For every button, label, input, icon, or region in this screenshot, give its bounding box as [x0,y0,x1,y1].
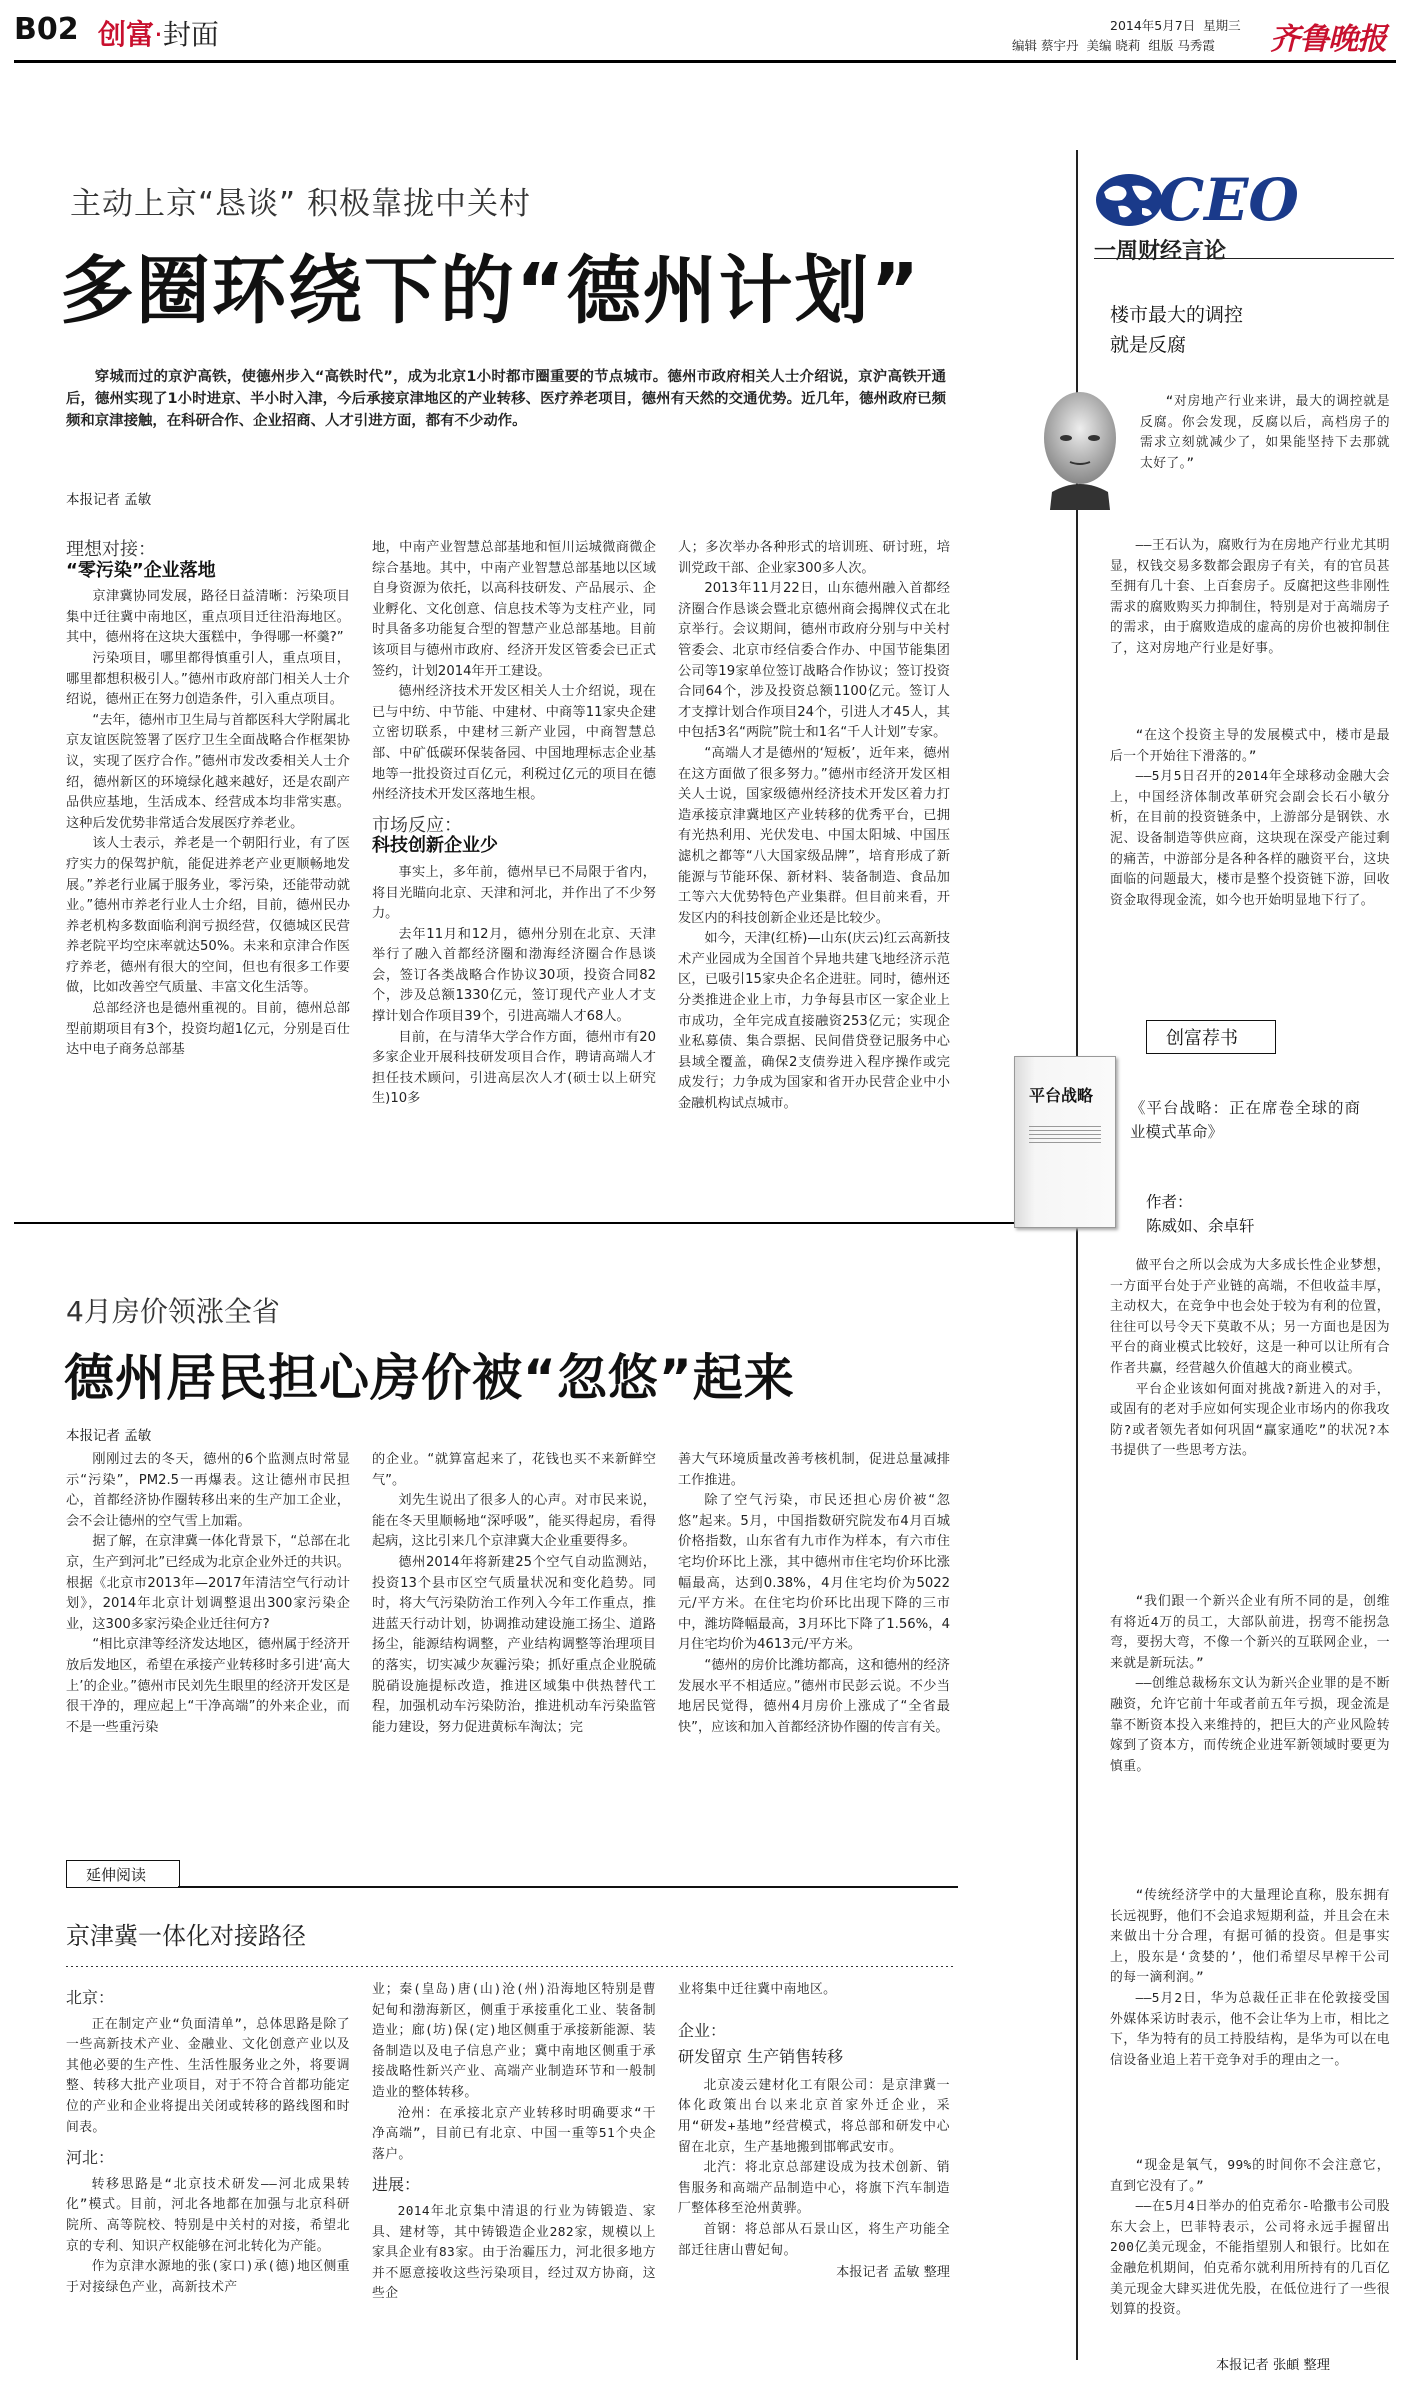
quote-text: “传统经济学中的大量理论直称，股东拥有长远视野，他们不会追求短期利益，并且会在未来做出十分合理，有据可循的投资。但是事实上，股东是‘贪婪的’，他们希望尽早榨干公司的每一滴利润。” [1110,1888,1390,1986]
ceo-logo-box [1094,166,1314,234]
section-name [98,13,219,53]
lead-text: 穿城而过的京沪高铁，使德州步入“高铁时代”，成为北京1小时都市圈重要的节点城市。德州市政府相关人士介绍说，京沪高铁开通后，德州实现了1小时进京、半小时入津，今后承接京津地区的产业转移、医疗养老项目，德州有天然的交通优势。近几年，德州政府已频频和京津接触，在科研合作、企业招商、人才引进方面，都有不少动作。 [66,369,946,429]
paragraph: 做平台之所以会成为大多成长性企业梦想，一方面平台处于产业链的高端，不但收益丰厚，主动权大，在竞争中也会处于较为有利的位置，往往可以号令天下莫敢不从；另一方面也是因为平台的商业模式比较好，这是一种可以让所有合作者共赢，经营越久价值越大的商业模式。 [1110,1258,1390,1376]
sub1-b: “零污染”企业落地 [66,559,216,581]
sub2-a: 市场反应： [372,814,462,836]
attribution-text: ——创维总裁杨东文认为新兴企业罪的是不断融资，允许它前十年或者前五年亏损，现金流是靠不断资本投入来维持的，把巨大的产业风险转嫁到了资本方，而传统企业进军新领域时要更为慎重。 [1110,1676,1390,1774]
paragraph: 如今，天津(红桥)—山东(庆云)红云高新技术产业园成为全国首个异地共建飞地经济示范区，已吸引15家央企名企进驻。同时，德州还分类推进企业上市，力争每县市区一家企业上市成功，全年完成直接融资253亿元；实现企业私募债、集合票据、民间借贷登记服务中心县域全覆盖，确保2支债券进入程序操作或完成发行；力争成为国家和省开办民营企业中小金融机构试点城市。 [678,931,950,1112]
story1-kicker: 主动上京“恳谈” 积极靠拢中关村 [70,186,531,222]
section-c: 封面 [162,18,219,51]
paragraph: 2013年11月22日，山东德州融入首都经济圈合作恳谈会暨北京德州商会揭牌仪式在北京举行。会议期间，德州市政府分别与中关村管委会、北京市经信委合作办、中国节能集团公司等19家单位签订战略合作协议；签订投资合同64个，涉及投资总额1100亿元。签订人才支撑计划合作项目24个，引进人才45人，其中包括3名“两院”院士和1名“千人计划”专家。 [678,581,950,741]
book-cover-title: 平台战略 [1029,1086,1094,1105]
story1-byline: 本报记者 孟敏 [66,492,152,508]
paragraph: 总部经济也是德州重视的。目前，德州总部型前期项目有3个，投资均超1亿元，分别是百仕达中电子商务总部基 [66,1001,350,1058]
paragraph: 德州2014年将新建25个空气自动监测站，投资13个县市区空气质量状况和变化趋势。同时，将大气污染防治工作列入今年工作重点，推进蓝天行动计划，协调推动建设施工扬尘、道路扬尘，能源结构调整，产业结构调整等治理项目的落实，切实减少灰霾污染；抓好重点企业脱硫脱硝设施提标改造，推进区域集中供热替代工程，加强机动车污染防治，推进机动车污染监管能力建设，努力促进黄标车淘汰；完 [372,1554,656,1735]
paragraph: 污染项目，哪里都得慎重引人，重点项目，哪里都想积极引人。”德州市政府部门相关人士介绍说，德州正在努力创造条件，引入重点项目。 [66,650,350,708]
paragraph: 平台企业该如何面对挑战?新进入的对手，或固有的老对手应如何实现企业市场内的你我攻防?或者领先者如何巩固“赢家通吃”的状况?本书提供了一些思考方法。 [1110,1381,1390,1459]
paragraph: “去年，德州市卫生局与首都医科大学附属北京友谊医院签署了医疗卫生全面战略合作框架协议，实现了医疗合作。”德州市发改委相关人士介绍，德州新区的环境绿化越来越好，还是农副产品供应基地，生活成本、经营成本均非常实惠。这种后发优势非常适合发展医疗养老业。 [66,712,350,831]
paragraph: 首钢：将总部从石景山区，将生产功能全部迁往唐山曹妃甸。 [678,2221,950,2258]
ceo-block3 [1110,1592,1390,1777]
story2-col3 [678,1450,950,1738]
paragraph: 去年11月和12月，德州分别在北京、天津举行了融入首都经济圈和渤海经济圈合作恳谈会，签订各类战略合作协议30项，投资合同82个，涉及总额1330亿元，签订现代产业人才支撑计划合作项目39个，引进高端人才68人。 [372,926,656,1025]
quote-text: “我们跟一个新兴企业有所不同的是，创维有将近4万的员工，大部队前进，拐弯不能拐急弯，要拐大弯，不像一个新兴的互联网企业，一来就是新玩法。” [1110,1594,1390,1671]
ext-col2 [372,1980,656,2305]
paragraph: 业；秦(皇岛)唐(山)沧(州)沿海地区特别是曹妃甸和渤海新区，侧重于承接重化工业、装备制造业；廊(坊)保(定)地区侧重于承接新能源、装备制造以及电子信息产业；冀中南地区侧重于承接战略性新兴产业、高端产业制造环节和一般制造业的整体转移。 [372,1982,656,2100]
enterprise-label: 企业： [678,2020,727,2040]
ext-col3 [678,1980,950,2284]
paragraph: 德州经济技术开发区相关人士介绍说，现在已与中纺、中节能、中建材、中商等11家央企建立密切联系，中建材三新产业园，中商智慧总部、中矿低碳环保装备园、中国地理标志企业基地等一批投资过百亿元，利税过亿元的项目在德州经济技术开发区落地生根。 [372,684,656,803]
author-label: 作者： [1146,1193,1193,1211]
paragraph: 沧州：在承接北京产业转移时明确要求“干净高端”，目前已有北京、中国一重等51个央企落户。 [372,2105,656,2162]
book-title: 《平台战略：正在席卷全球的商业模式革命》 [1130,1099,1360,1141]
proof-credit: 组版 马秀霞 [1148,38,1215,53]
section-dot: · [154,18,163,51]
story1-col3 [678,538,950,1115]
masthead [0,0,1409,62]
book-cover [1014,1056,1116,1228]
section-a: 创富 [98,18,155,51]
attribution-text: ——5月2日，华为总裁任正非在伦敦接受国外媒体采访时表示，他不会让华为上市，相比之下，华为特有的员工持股结构，是华为可以在电信设备业追上若干竞争对手的理由之一。 [1110,1990,1390,2068]
paragraph: 地，中南产业智慧总部基地和恒川运城微商微企综合基地。其中，中南产业智慧总部基地以区域自身资源为依托，以高科技研发、产品展示、企业孵化、文化创意、信息技术等为支柱产业，同时具备多功能复合型的智慧产业总部基地。目前该项目与德州市政府、经济开发区管委会已正式签约，计划2014年开工建设。 [372,540,656,679]
quote-text: “现金是氧气，99%的时间你不会注意它，直到它没有了。” [1110,2158,1390,2194]
story2-col1 [66,1450,350,1738]
paragraph: 刘先生说出了很多人的心声。对市民来说，能在冬天里顺畅地“深呼吸”，能买得起房，看得起病，这比引来几个京津冀大企业重要得多。 [372,1493,656,1550]
ceo-block2 [1110,726,1390,911]
ceo-block4 [1110,1886,1390,2071]
ceo-block1b [1110,536,1390,660]
page-number: B02 [14,12,79,47]
paragraph: 北汽：将北京总部建设成为技术创新、销售服务和高端产品制造中心，将旗下汽车制造厂整体移至沧州黄骅。 [678,2160,950,2217]
book-review [1110,1256,1390,1462]
ceo-editor: 本报记者 张頔 整理 [1216,2358,1330,2373]
paragraph: 人；多次举办各种形式的培训班、研讨班，培训党政干部、企业家300多人次。 [678,540,950,576]
paragraph: “高端人才是德州的‘短板’，近年来，德州在这方面做了很多努力。”德州市经济开发区相关人士说，国家级德州经济技术开发区着力打造承接京津冀地区产业转移的优秀平台，已拥有光热利用、光伏发电、中国太阳城、中国压滤机之都等“八大国家级品牌”，培育形成了新能源与节能环保、新材料、装备制造、食品加工等六大优势特色产业集群。但目前来看，开发区内的科技创新企业还是比较少。 [678,745,950,926]
book-tag: 创富荐书 [1166,1028,1238,1049]
paragraph: 该人士表示，养老是一个朝阳行业，有了医疗实力的保驾护航，能促进养老产业更顺畅地发展。”养老行业属于服务业，零污染，还能带动就业。”德州市养老行业人士介绍，目前，德州民办养老机构多数面临利润亏损经营，仅德城区民营养老院平均空床率就达50%。未来和京津合作医疗养老，德州有很大的空间，但也有很多工作要做，比如改善空气质量、丰富文化生活等。 [66,836,350,996]
attribution-text: ——5月5日召开的2014年全球移动金融大会上，中国经济体制改革研究会副会长石小敏分析，在目前的投资链条中，上游部分是钢铁、水泥、设备制造等供应商，这块现在深受产能过剩的痛苦，中游部分是各种各样的融资平台，这块面临的问题最大，楼市是整个投资链下游，回收资金取得现金流，如今也开始明显地下行了。 [1110,769,1390,908]
ceo-block5 [1110,2156,1390,2321]
progress-label: 进展： [372,2175,421,2195]
paragraph: 北京凌云建材化工有限公司：是京津冀一体化政策出台以来北京首家外迁企业，采用“研发+基地”经营模式，将总部和研发中心留在北京，生产基地搬到邯郸武安市。 [678,2077,950,2155]
paragraph: 据了解，在京津冀一体化背景下，“总部在北京，生产到河北”已经成为北京企业外迁的共识。根据《北京市2013年—2017年清洁空气行动计划》，2014年北京计划调整退出300家污染企业，这300多家污染企业迁往何方? [66,1534,350,1632]
paragraph: “德州的房价比潍坊都高，这和德州的经济发展水平不相适应。”德州市民彭云说。不少当地居民觉得，德州4月房价上涨成了“全省最快”，应该和加入首都经济协作圈的传言有关。 [678,1657,950,1735]
ext-editor: 本报记者 孟敏 整理 [836,2265,950,2281]
paragraph: 刚刚过去的冬天，德州的6个监测点时常显示“污染”，PM2.5一再爆表。这让德州市民担心，首都经济协作圈转移出来的生产加工企业，会不会让德州的空气雪上加霜。 [66,1452,350,1529]
portrait-photo [1030,380,1130,510]
story2-byline: 本报记者 孟敏 [66,1428,152,1444]
ext-title: 京津冀一体化对接路径 [66,1922,306,1950]
story1-col2 [372,538,656,1110]
quote-text: “对房地产行业来讲，最大的调控就是反腐。你会发现，反腐以后，高档房子的需求立刻就减少了，如果能坚持下去那就太好了。” [1140,394,1390,471]
issue-date [1110,16,1241,34]
ceo-logo: CEO [1158,166,1299,234]
paragraph: “相比京津等经济发达地区，德州属于经济开放后发地区，希望在承接产业转移时多引进‘高大上’的企业。”德州市民刘先生眼里的经济开发区是很干净的，理应起上“干净高端”的外来企业，而不是一些重污染 [66,1637,350,1735]
paragraph: 作为京津水源地的张(家口)承(德)地区侧重于对接绿色产业，高新技术产 [66,2259,350,2295]
hebei-label: 河北： [66,2148,115,2168]
sub2-b: 科技创新企业少 [372,835,498,857]
quote-text: “在这个投资主导的发展模式中，楼市是最后一个开始往下滑落的。” [1110,728,1390,764]
paragraph: 善大气环境质量改善考核机制，促进总量减排工作推进。 [678,1452,950,1488]
story1-headline: 多圈环绕下的“德州计划” [60,248,922,334]
paragraph: 除了空气污染，市民还担心房价被“忽悠”起来。5月，中国指数研究院发布4月百城价格指数，山东省有九市作为样本，有六市住宅均价环比上涨，其中德州市住宅均价环比涨幅最高，达到0.38%，4月住宅均价为5022元/平方米。在住宅均价环比出现下降的三市中，潍坊降幅最高，3月环比下降了1.56%，4月住宅均价为4613元/平方米。 [678,1493,950,1653]
story2-col2 [372,1450,656,1738]
ceo-title1: 楼市最大的调控 [1110,304,1244,326]
story2-headline: 德州居民担心房价被“忽悠”起来 [64,1349,795,1407]
credits [1012,36,1215,54]
ext-tag-line [178,1886,958,1888]
ceo-tag: 一周财经言论 [1094,239,1227,264]
paragraph: 的企业。“就算富起来了，花钱也买不来新鲜空气”。 [372,1452,656,1488]
story-divider [14,1222,1066,1224]
sub1-a: 理想对接： [66,539,156,560]
paragraph: 京津冀协同发展，路径日益清晰：污染项目集中迁往冀中南地区，重点项目迁往沿海地区。其中，德州将在这块大蛋糕中，争得哪一杯羹?” [66,589,350,646]
attribution-text: ——王石认为，腐败行为在房地产行业尤其明显，权钱交易多数都会跟房子有关，有的官员甚至拥有几十套、上百套房子。反腐把这些非刚性需求的腐败购买力抑制住，特别是对于高端房子的需求，由于腐败造成的虚高的房价也被抑制住了，这对房地产行业是好事。 [1110,538,1390,656]
story1-lead [66,366,946,432]
ext-tag: 延伸阅读 [86,1866,147,1884]
paragraph: 正在制定产业“负面清单”，总体思路是除了一些高新技术产业、金融业、文化创意产业以及其他必要的生产性、生活性服务业之外，将要调整、转移大批产业项目，对于不符合首都功能定位的产业和企业将提出关闭或转移的路线图和时间表。 [66,2016,350,2135]
story2-kicker: 4月房价领涨全省 [66,1295,280,1328]
brand-logo: 齐鲁晚报 [1270,22,1386,57]
attribution-text: ——在5月4日举办的伯克希尔-哈撒韦公司股东大会上，巴菲特表示，公司将永远手握留出200亿美元现金，不能指望别人和银行。比如在金融危机期间，伯克希尔就利用所持有的几百亿美元现金大肆买进优先股，在低位进行了一些很划算的投资。 [1110,2199,1390,2318]
paragraph: 2014年北京集中清退的行业为铸锻造、家具、建材等，其中铸锻造企业282家，规模以上家具企业有83家。由于治霾压力，河北很多地方并不愿意接收这些污染项目，经过双方协商，这些企 [372,2203,656,2302]
masthead-rule [14,60,1396,63]
date: 2014年5月7日 [1110,18,1196,33]
paragraph: 事实上，多年前，德州早已不局限于省内，将目光瞄向北京、天津和河北，并作出了不少努力。 [372,864,656,922]
ext-col1 [66,1980,350,2298]
paragraph: 目前，在与清华大学合作方面，德州市有20多家企业开展科技研发项目合作，聘请高端人才担任技术顾问，引进高层次人才(硕士以上研究生)10多 [372,1029,656,1107]
editor-credit: 编辑 蔡宇丹 [1012,38,1079,53]
ceo-title2: 就是反腐 [1110,334,1187,356]
story1-col1 [66,540,350,1061]
enterprise-sub: 研发留京 生产销售转移 [678,2047,844,2067]
weekday: 星期三 [1203,18,1241,33]
ceo-block1 [1140,392,1390,474]
paragraph: 业将集中迁往冀中南地区。 [678,1982,837,1997]
book-name [1130,1096,1360,1144]
book-cover-lines [1029,1126,1101,1146]
globe-icon [1094,172,1164,228]
beijing-label: 北京： [66,1988,115,2007]
ext-dotline [66,1966,956,1967]
paragraph: 转移思路是“北京技术研发——河北成果转化”模式。目前，河北各地都在加强与北京科研院所、高等院校、特别是中关村的对接，希望北京的专利、知识产权能够在河北转化为产能。 [66,2176,350,2254]
artist-credit: 美编 晓莉 [1086,38,1141,53]
author-name: 陈威如、余卓轩 [1146,1217,1255,1235]
